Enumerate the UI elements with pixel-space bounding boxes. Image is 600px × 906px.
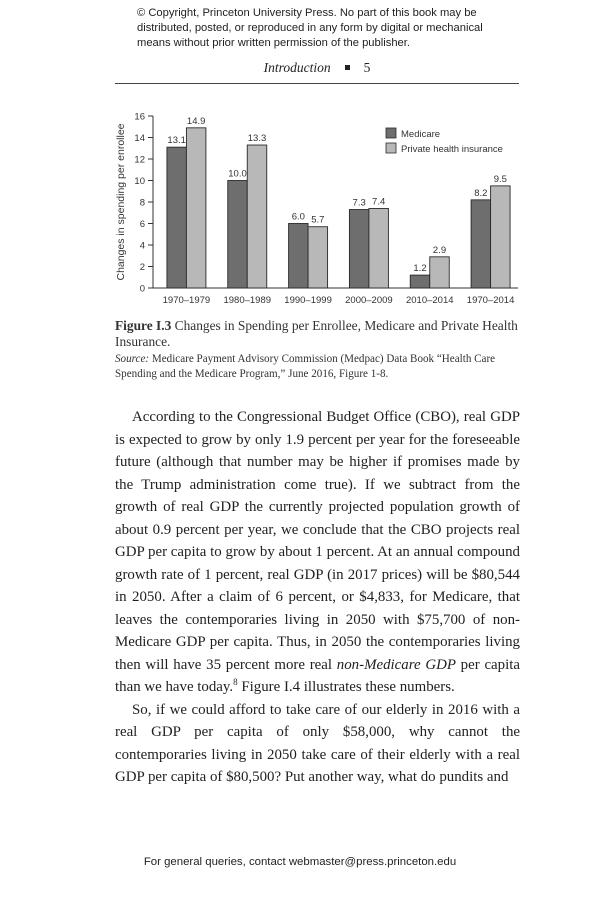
bar (471, 200, 491, 288)
bar (186, 128, 206, 288)
data-label: 1.2 (413, 263, 427, 275)
bar (349, 210, 369, 288)
paragraph-1-text-a: According to the Congressional Budget Office (CBO), real GDP is expected to grow by only 1.9 percent per year for the foreseeable future (although that number may be higher if promises made by the Trump administration come true). If we subtract from the growth of real GDP the currently projected population growth of about 0.9 percent per year, we conclude that the CBO projects real GDP per capita to grow by about 1 percent. At an annual compound growth rate of 1 percent, real GDP (in 2017 prices) will be $80,544 in 2050. After a claim of 6 percent, or $4,833, for Medicare, that leaves the contemporaries living in 2050 with $75,700 of non-Medicare GDP per capita. Thus, in 2050 the contemporaries living then will have 35 percent more real (115, 409, 520, 673)
y-tick-label: 14 (134, 133, 145, 144)
legend-swatch (386, 143, 396, 153)
y-tick-label: 8 (139, 197, 145, 209)
x-tick-label: 2010–2014 (405, 295, 454, 306)
paragraph-2: So, if we could afford to take care of our elderly in 2016 with a real GDP per capita of only $58,000, why cannot the contemporaries living in 2050 take care of their elderly with a real GDP per capita of $80,500? Put another way, what do pundits and (115, 701, 520, 785)
bullet-separator (345, 65, 350, 70)
paragraph-1 (115, 406, 520, 699)
figure-source (115, 352, 520, 381)
legend-label: Private health insurance (401, 144, 503, 155)
running-title: Introduction (263, 60, 331, 75)
bar-chart (110, 104, 520, 316)
bar (167, 147, 187, 288)
x-tick-label: 1980–1989 (223, 295, 272, 306)
bar (430, 257, 450, 288)
bar (228, 181, 248, 289)
y-tick-label: 2 (139, 262, 145, 273)
data-label: 7.3 (352, 197, 366, 209)
source-text: Medicare Payment Advisory Commission (Medpac) Data Book “Health Care Spending and the Medicare Program,” June 2016, Figure 1-8. (115, 353, 496, 380)
data-label: 8.2 (474, 187, 488, 199)
paragraph-1-text-b: per capita than we have today. (115, 656, 520, 695)
y-tick-label: 10 (134, 176, 145, 187)
data-label: 13.1 (167, 135, 186, 147)
running-head (115, 60, 519, 80)
bar (491, 186, 511, 288)
data-label: 5.7 (311, 214, 325, 226)
y-tick-label: 12 (134, 154, 145, 166)
footnote-ref-8[interactable]: 8 (233, 677, 238, 688)
y-tick-label: 0 (139, 283, 145, 295)
paragraph-1-text-c: Figure I.4 illustrates these numbers. (237, 679, 455, 695)
data-label: 9.5 (493, 173, 507, 185)
data-label: 14.9 (186, 115, 206, 127)
bar (308, 227, 328, 288)
bar (247, 145, 267, 288)
bar (289, 224, 309, 289)
data-label: 13.3 (247, 133, 267, 145)
data-label: 7.4 (372, 196, 386, 208)
y-axis-label: Changes in spending per enrollee (115, 123, 127, 281)
data-label: 6.0 (291, 211, 305, 223)
bar (369, 208, 389, 288)
copyright-notice: © Copyright, Princeton University Press. No part of this book may be distributed, posted, or reproduced in any form by digital or mechanical means without prior written permission of the publisher. (137, 7, 483, 49)
page-number: 5 (363, 60, 371, 75)
footer-contact: For general queries, contact webmaster@press.princeton.edu (143, 856, 457, 868)
y-tick-label: 4 (139, 240, 145, 252)
body-text (115, 406, 520, 789)
legend-label: Medicare (401, 129, 441, 140)
figure-caption-text: Changes in Spending per Enrollee, Medicare and Private Health Insurance. (115, 318, 518, 349)
source-label: Source: (115, 353, 150, 365)
header-rule (115, 83, 519, 84)
figure-caption (115, 318, 520, 350)
bar (410, 275, 430, 288)
y-tick-label: 16 (134, 111, 145, 123)
figure-label: Figure I.3 (115, 318, 172, 333)
paragraph-1-emphasis: non-Medicare GDP (336, 656, 456, 673)
data-label: 2.9 (432, 244, 447, 256)
legend-swatch (386, 128, 396, 138)
x-tick-label: 1970–1979 (162, 295, 211, 306)
y-tick-label: 6 (139, 219, 145, 230)
data-label: 10.0 (228, 168, 247, 180)
x-tick-label: 2000–2009 (345, 295, 393, 306)
x-tick-label: 1990–1999 (284, 295, 332, 306)
x-tick-label: 1970–2014 (466, 295, 515, 306)
